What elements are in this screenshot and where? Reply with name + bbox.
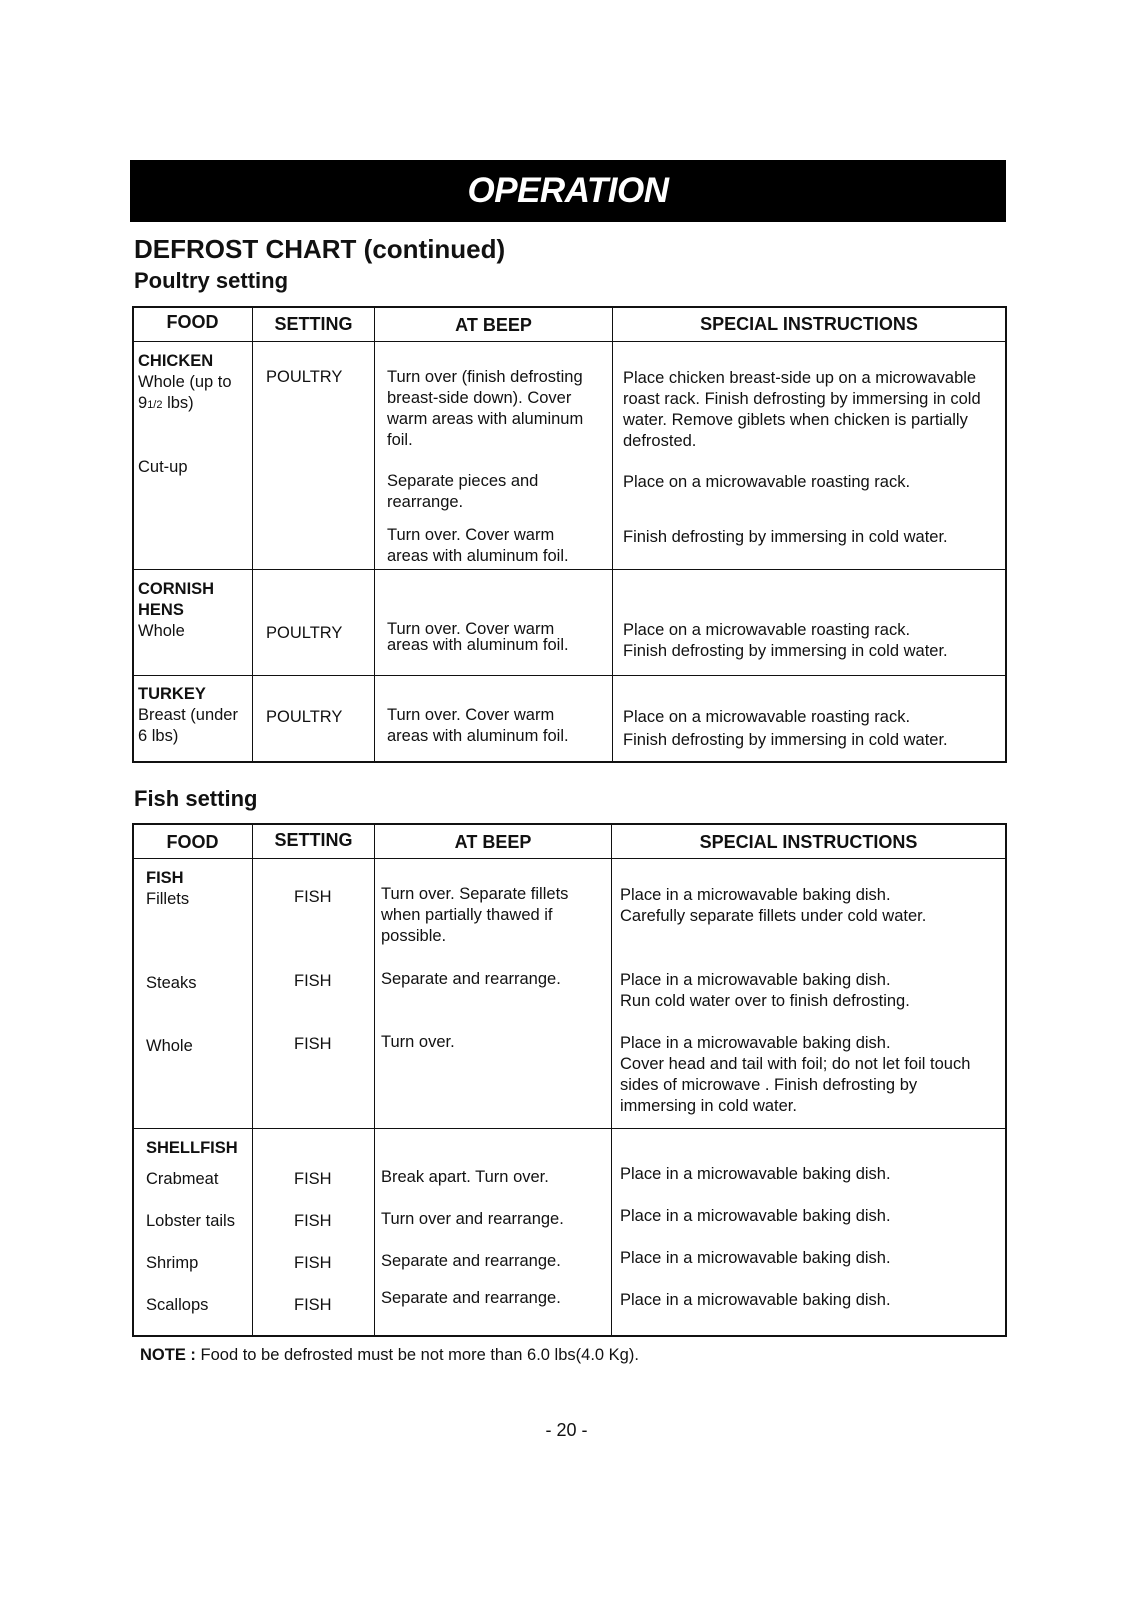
fish-header-food: FOOD [166,832,219,852]
operation-banner-title: OPERATION [467,171,669,210]
fish-setting: FISH [294,1035,332,1053]
shellfish-at-beep: Separate and rearrange. [381,1289,561,1307]
cornish-hens-setting: POULTRY [266,624,343,642]
poultry-header-special-instructions: SPECIAL INSTRUCTIONS [700,314,918,334]
shellfish-at-beep: Separate and rearrange. [381,1252,561,1270]
chicken-whole-weight: 91/2 lbs) [138,394,194,412]
poultry-header-setting: SETTING [274,314,353,334]
poultry-row-divider [133,569,1006,570]
shellfish-group-label: SHELLFISH [146,1139,238,1157]
turkey-label: TURKEY [138,685,206,703]
fish-setting: FISH [294,972,332,990]
fish-header-divider [133,858,1006,859]
poultry-col-divider [612,307,613,762]
cornish-hens-at-beep: Turn over. Cover warm areas with aluminum foil. [387,620,569,654]
shellfish-instructions: Place in a microwavable baking dish. [620,1249,891,1267]
chicken-cutup-instructions: Place on a microwavable roasting rack. [623,473,911,491]
shellfish-at-beep: Break apart. Turn over. [381,1168,549,1186]
shellfish-food: Lobster tails [146,1212,235,1230]
cornish-hens-instructions: Place on a microwavable roasting rack. Finish defrosting by immersing in cold water. [623,621,948,660]
shellfish-food: Crabmeat [146,1170,219,1188]
chicken-cutup-at-beep-2: Turn over. Cover warm areas with aluminum foil. [387,526,569,565]
poultry-col-divider [252,307,253,762]
fish-heading: Fish setting [134,786,258,811]
chicken-setting: POULTRY [266,368,343,386]
shellfish-instructions: Place in a microwavable baking dish. [620,1207,891,1225]
cornish-hens-label: CORNISH HENS [138,580,215,619]
shellfish-setting: FISH [294,1170,332,1188]
fish-instructions: Place in a microwavable baking dish. Run cold water over to finish defrosting. [620,971,910,1010]
fish-group-label: FISH [146,869,184,887]
turkey-sub: Breast (under 6 lbs) [138,706,238,745]
fish-col-divider [374,824,375,1336]
fish-instructions: Place in a microwavable baking dish. Cover head and tail with foil; do not let foil touch sides of microwave . Finish defrosting by immersing in cold water. [620,1034,971,1115]
chicken-cutup-instructions-2: Finish defrosting by immersing in cold water. [623,528,948,546]
shellfish-setting: FISH [294,1212,332,1230]
fish-food: Whole [146,1037,193,1055]
poultry-col-divider [374,307,375,762]
fish-col-divider [611,824,612,1336]
poultry-header-food: FOOD [166,312,219,332]
turkey-setting: POULTRY [266,708,343,726]
shellfish-food: Scallops [146,1296,209,1314]
chicken-whole-label: Whole (up to [138,373,232,391]
page-number: - 20 - [545,1420,588,1440]
turkey-instructions: Place on a microwavable roasting rack. Finish defrosting by immersing in cold water. [623,708,948,749]
fish-row-divider [133,1128,1006,1129]
shellfish-instructions: Place in a microwavable baking dish. [620,1165,891,1183]
shellfish-at-beep: Turn over and rearrange. [381,1210,564,1228]
fish-header-special-instructions: SPECIAL INSTRUCTIONS [699,832,918,852]
page-title: DEFROST CHART (continued) [134,234,506,264]
fish-header-setting: SETTING [274,830,353,850]
fish-col-divider [252,824,253,1336]
chicken-instructions: Place chicken breast-side up on a microwavable roast rack. Finish defrosting by immersing in cold water. Remove giblets when chicken is partially defrosted. [623,369,981,450]
fish-food: Fillets [146,890,190,908]
fish-instructions: Place in a microwavable baking dish. Carefully separate fillets under cold water. [620,886,927,925]
poultry-header-at-beep: AT BEEP [455,315,532,335]
fish-at-beep: Turn over. Separate fillets when partially thawed if possible. [381,885,569,945]
defrost-weight-note: NOTE : Food to be defrosted must be not more than 6.0 lbs(4.0 Kg). [140,1346,639,1364]
fish-at-beep: Separate and rearrange. [381,970,561,988]
turkey-at-beep: Turn over. Cover warm areas with aluminum foil. [387,706,569,745]
chicken-label: CHICKEN [138,352,214,370]
shellfish-food: Shrimp [146,1254,199,1272]
poultry-header-divider [133,341,1006,342]
chicken-at-beep: Turn over (finish defrosting breast-side down). Cover warm areas with aluminum foil. [387,368,584,449]
shellfish-setting: FISH [294,1296,332,1314]
cornish-hens-sub: Whole [138,622,185,640]
poultry-heading: Poultry setting [134,268,289,293]
chicken-cutup-label: Cut-up [138,458,188,476]
fish-setting: FISH [294,888,332,906]
poultry-row-divider [133,675,1006,676]
chicken-cutup-at-beep: Separate pieces and rearrange. [387,472,539,511]
fish-header-at-beep: AT BEEP [454,832,532,852]
shellfish-instructions: Place in a microwavable baking dish. [620,1291,891,1309]
fish-food: Steaks [146,974,197,992]
fish-at-beep: Turn over. [381,1033,455,1051]
shellfish-setting: FISH [294,1254,332,1272]
